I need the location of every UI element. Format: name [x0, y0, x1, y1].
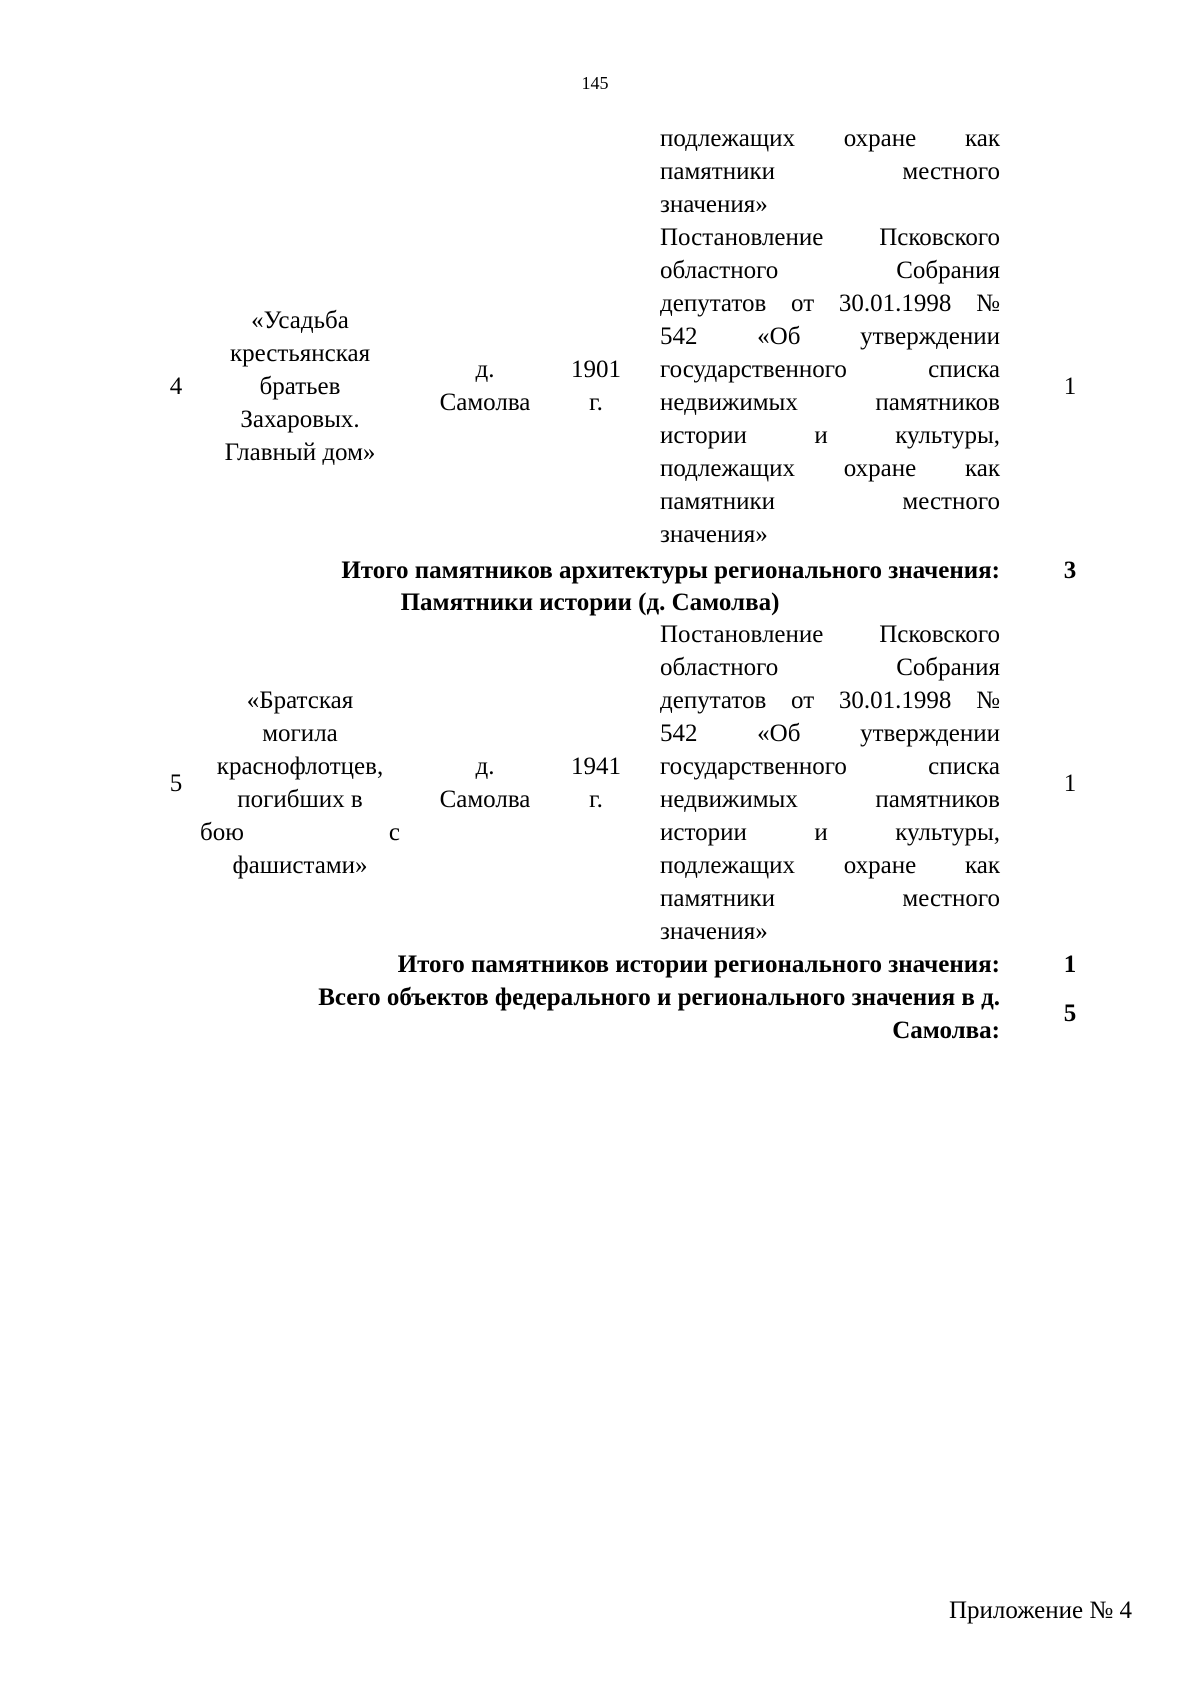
basis-line	[660, 287, 1000, 320]
object-location-line: Самолва	[439, 786, 531, 813]
total-architecture-label: Итого памятников архитектуры регионального значения:	[341, 557, 1000, 584]
object-name-line-word: с	[388, 819, 400, 846]
object-name-line: «Братская	[246, 687, 354, 714]
grand-total-label-line: Всего объектов федерального и регионального значения в д.	[318, 984, 1000, 1011]
page-number: 145	[581, 73, 609, 93]
basis-line-word: Постановление	[660, 224, 824, 251]
basis-line	[660, 221, 1000, 254]
row-number: 4	[169, 372, 183, 400]
basis-line-word: памятников	[875, 786, 1000, 813]
object-date-line: 1901	[571, 356, 621, 383]
object-name-line: Главный дом»	[224, 438, 376, 466]
basis-line-word: областного	[660, 257, 779, 284]
basis-line-word: недвижимых	[660, 389, 798, 416]
basis-line	[660, 155, 1000, 188]
basis-line-word: Собрания	[896, 654, 1000, 681]
basis-line-word: как	[964, 125, 1000, 152]
basis-line	[660, 717, 1000, 750]
basis-line-word: списка	[928, 753, 1000, 780]
basis-line-word: депутатов	[660, 687, 767, 714]
basis-line-word: как	[964, 852, 1000, 879]
grand-total-label-line: Самолва:	[892, 1017, 1000, 1044]
basis-line-word: государственного	[660, 356, 847, 383]
basis-line-word: государственного	[660, 753, 847, 780]
basis-line: значения»	[660, 521, 768, 548]
basis-line-word: памятники	[660, 158, 776, 185]
basis-line-word: №	[976, 687, 1000, 714]
basis-line-word: Собрания	[896, 257, 1000, 284]
basis-line-word: №	[976, 290, 1000, 317]
object-name-line: фашистами»	[232, 852, 368, 879]
basis-line-word: местного	[902, 885, 1000, 912]
basis-line	[660, 750, 1000, 783]
basis-line-word: подлежащих	[660, 125, 795, 152]
basis-line-word: «Об	[757, 323, 801, 350]
total-architecture-value: 3	[1063, 557, 1077, 584]
basis-line-word: 542	[660, 720, 698, 747]
basis-line: значения»	[660, 191, 768, 218]
object-name-line: «Усадьба	[251, 306, 349, 334]
basis-line	[660, 684, 1000, 717]
basis-line-word: утверждении	[860, 720, 1000, 747]
basis-line-word: списка	[928, 356, 1000, 383]
basis-line	[660, 485, 1000, 518]
object-name-line: братьев	[259, 372, 341, 400]
basis-line-word: культуры,	[895, 819, 1000, 846]
basis-line-word: памятники	[660, 885, 776, 912]
basis-line	[660, 849, 1000, 882]
basis-line	[660, 618, 1000, 651]
basis-line-word: охране	[843, 125, 917, 152]
basis-line-word: Псковского	[879, 224, 1000, 251]
row-number: 5	[169, 769, 183, 797]
basis-line-word: 542	[660, 323, 698, 350]
object-name-line: могила	[262, 720, 338, 747]
basis-line	[660, 651, 1000, 684]
basis-line	[660, 882, 1000, 915]
section-title-history: Памятники истории (д. Самолва)	[400, 589, 780, 616]
basis-line-word: 30.01.1998	[838, 687, 952, 714]
object-name-line	[200, 816, 400, 849]
basis-line-word: памятников	[875, 389, 1000, 416]
basis-line	[660, 254, 1000, 287]
basis-line-word: от	[791, 290, 815, 317]
basis-line	[660, 320, 1000, 353]
object-location-line: Самолва	[439, 389, 531, 416]
object-name-line: крестьянская	[229, 339, 371, 367]
basis-line-word: от	[791, 687, 815, 714]
object-name-line: погибших в	[237, 786, 363, 813]
grand-total-value: 5	[1063, 1000, 1077, 1027]
object-location-line: д.	[475, 356, 495, 383]
basis-line-word: как	[964, 455, 1000, 482]
basis-line-word: и	[814, 819, 828, 846]
basis-line-word: Псковского	[879, 621, 1000, 648]
basis-line-word: местного	[902, 488, 1000, 515]
basis-line: значения»	[660, 918, 768, 945]
basis-line-word: и	[814, 422, 828, 449]
basis-line	[660, 419, 1000, 452]
object-count: 1	[1063, 372, 1077, 400]
basis-line	[660, 353, 1000, 386]
basis-line	[660, 122, 1000, 155]
object-count: 1	[1063, 769, 1077, 797]
object-date-line: 1941	[571, 753, 621, 780]
basis-line-word: истории	[660, 819, 747, 846]
total-history-value: 1	[1063, 951, 1077, 978]
basis-line-word: «Об	[757, 720, 801, 747]
basis-line-word: памятники	[660, 488, 776, 515]
basis-line-word: Постановление	[660, 621, 824, 648]
basis-line	[660, 816, 1000, 849]
object-location-line: д.	[475, 753, 495, 780]
appendix-label: Приложение № 4	[948, 1597, 1132, 1624]
object-date-line: г.	[589, 786, 603, 813]
basis-line-word: истории	[660, 422, 747, 449]
total-history-label: Итого памятников истории регионального значения:	[397, 951, 1000, 978]
object-name-line: Захаровых.	[240, 405, 360, 433]
basis-line-word: 30.01.1998	[838, 290, 952, 317]
basis-line-word: охране	[843, 852, 917, 879]
basis-line-word: охране	[843, 455, 917, 482]
object-name-line: краснофлотцев,	[216, 753, 384, 780]
basis-line-word: подлежащих	[660, 455, 795, 482]
object-date-line: г.	[589, 389, 603, 416]
basis-line-word: областного	[660, 654, 779, 681]
basis-line-word: утверждении	[860, 323, 1000, 350]
basis-line	[660, 386, 1000, 419]
object-name-line-word: бою	[200, 819, 244, 846]
basis-line-word: культуры,	[895, 422, 1000, 449]
basis-line-word: недвижимых	[660, 786, 798, 813]
basis-line	[660, 452, 1000, 485]
basis-line	[660, 783, 1000, 816]
basis-line-word: местного	[902, 158, 1000, 185]
basis-line-word: подлежащих	[660, 852, 795, 879]
basis-line-word: депутатов	[660, 290, 767, 317]
